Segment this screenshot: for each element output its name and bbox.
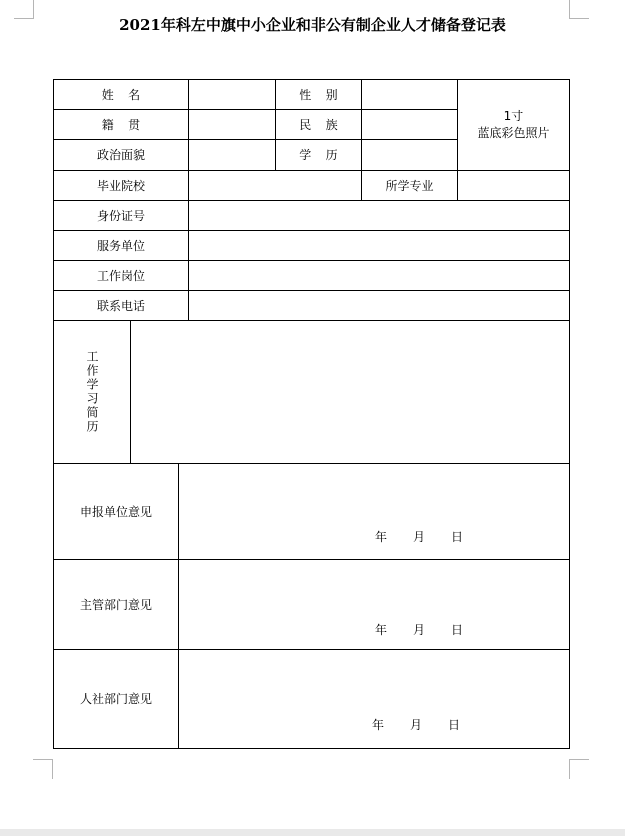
label-ethnicity: 民族 [275,109,362,140]
hr-opinion-field[interactable] [178,649,570,749]
label-employer: 服务单位 [53,230,189,261]
supervisor-opinion-date: 年 月 日 [375,623,464,637]
native-place-field[interactable] [188,109,276,140]
label-gender: 性别 [275,79,362,110]
applicant-opinion-field[interactable] [178,463,570,560]
label-major: 所学专业 [361,170,458,201]
label-position: 工作岗位 [53,260,189,291]
supervisor-opinion-field[interactable] [178,559,570,650]
employer-field[interactable] [188,230,570,261]
applicant-opinion-date: 年 月 日 [375,530,464,544]
crop-mark [569,759,589,760]
label-phone: 联系电话 [53,290,189,321]
label-id-number: 身份证号 [53,200,189,231]
name-field[interactable] [188,79,276,110]
label-school: 毕业院校 [53,170,189,201]
crop-mark [569,759,570,779]
phone-field[interactable] [188,290,570,321]
label-applicant-opinion: 申报单位意见 [53,463,179,560]
label-hr-opinion: 人社部门意见 [53,649,179,749]
gender-field[interactable] [361,79,458,110]
school-field[interactable] [188,170,362,201]
label-political-status: 政治面貌 [53,139,189,171]
crop-mark [33,759,53,760]
major-field[interactable] [457,170,570,201]
crop-mark [52,759,53,779]
photo-box[interactable] [457,79,570,171]
label-supervisor-opinion: 主管部门意见 [53,559,179,650]
hr-opinion-date: 年 月 日 [372,718,461,732]
position-field[interactable] [188,260,570,291]
page-title: 2021年科左中旗中小企业和非公有制企业人才储备登记表 [119,16,506,34]
photo-desc-label: 蓝底彩色照片 [477,126,550,140]
photo-size-label: 1寸 [503,109,524,123]
ethnicity-field[interactable] [361,109,458,140]
label-education: 学历 [275,139,362,171]
label-resume: 工作学习简历 [53,320,131,464]
label-native-place: 籍贯 [53,109,189,140]
education-field[interactable] [361,139,458,171]
resume-field[interactable] [130,320,570,464]
political-status-field[interactable] [188,139,276,171]
id-number-field[interactable] [188,200,570,231]
page-edge [0,829,625,836]
label-name: 姓名 [53,79,189,110]
